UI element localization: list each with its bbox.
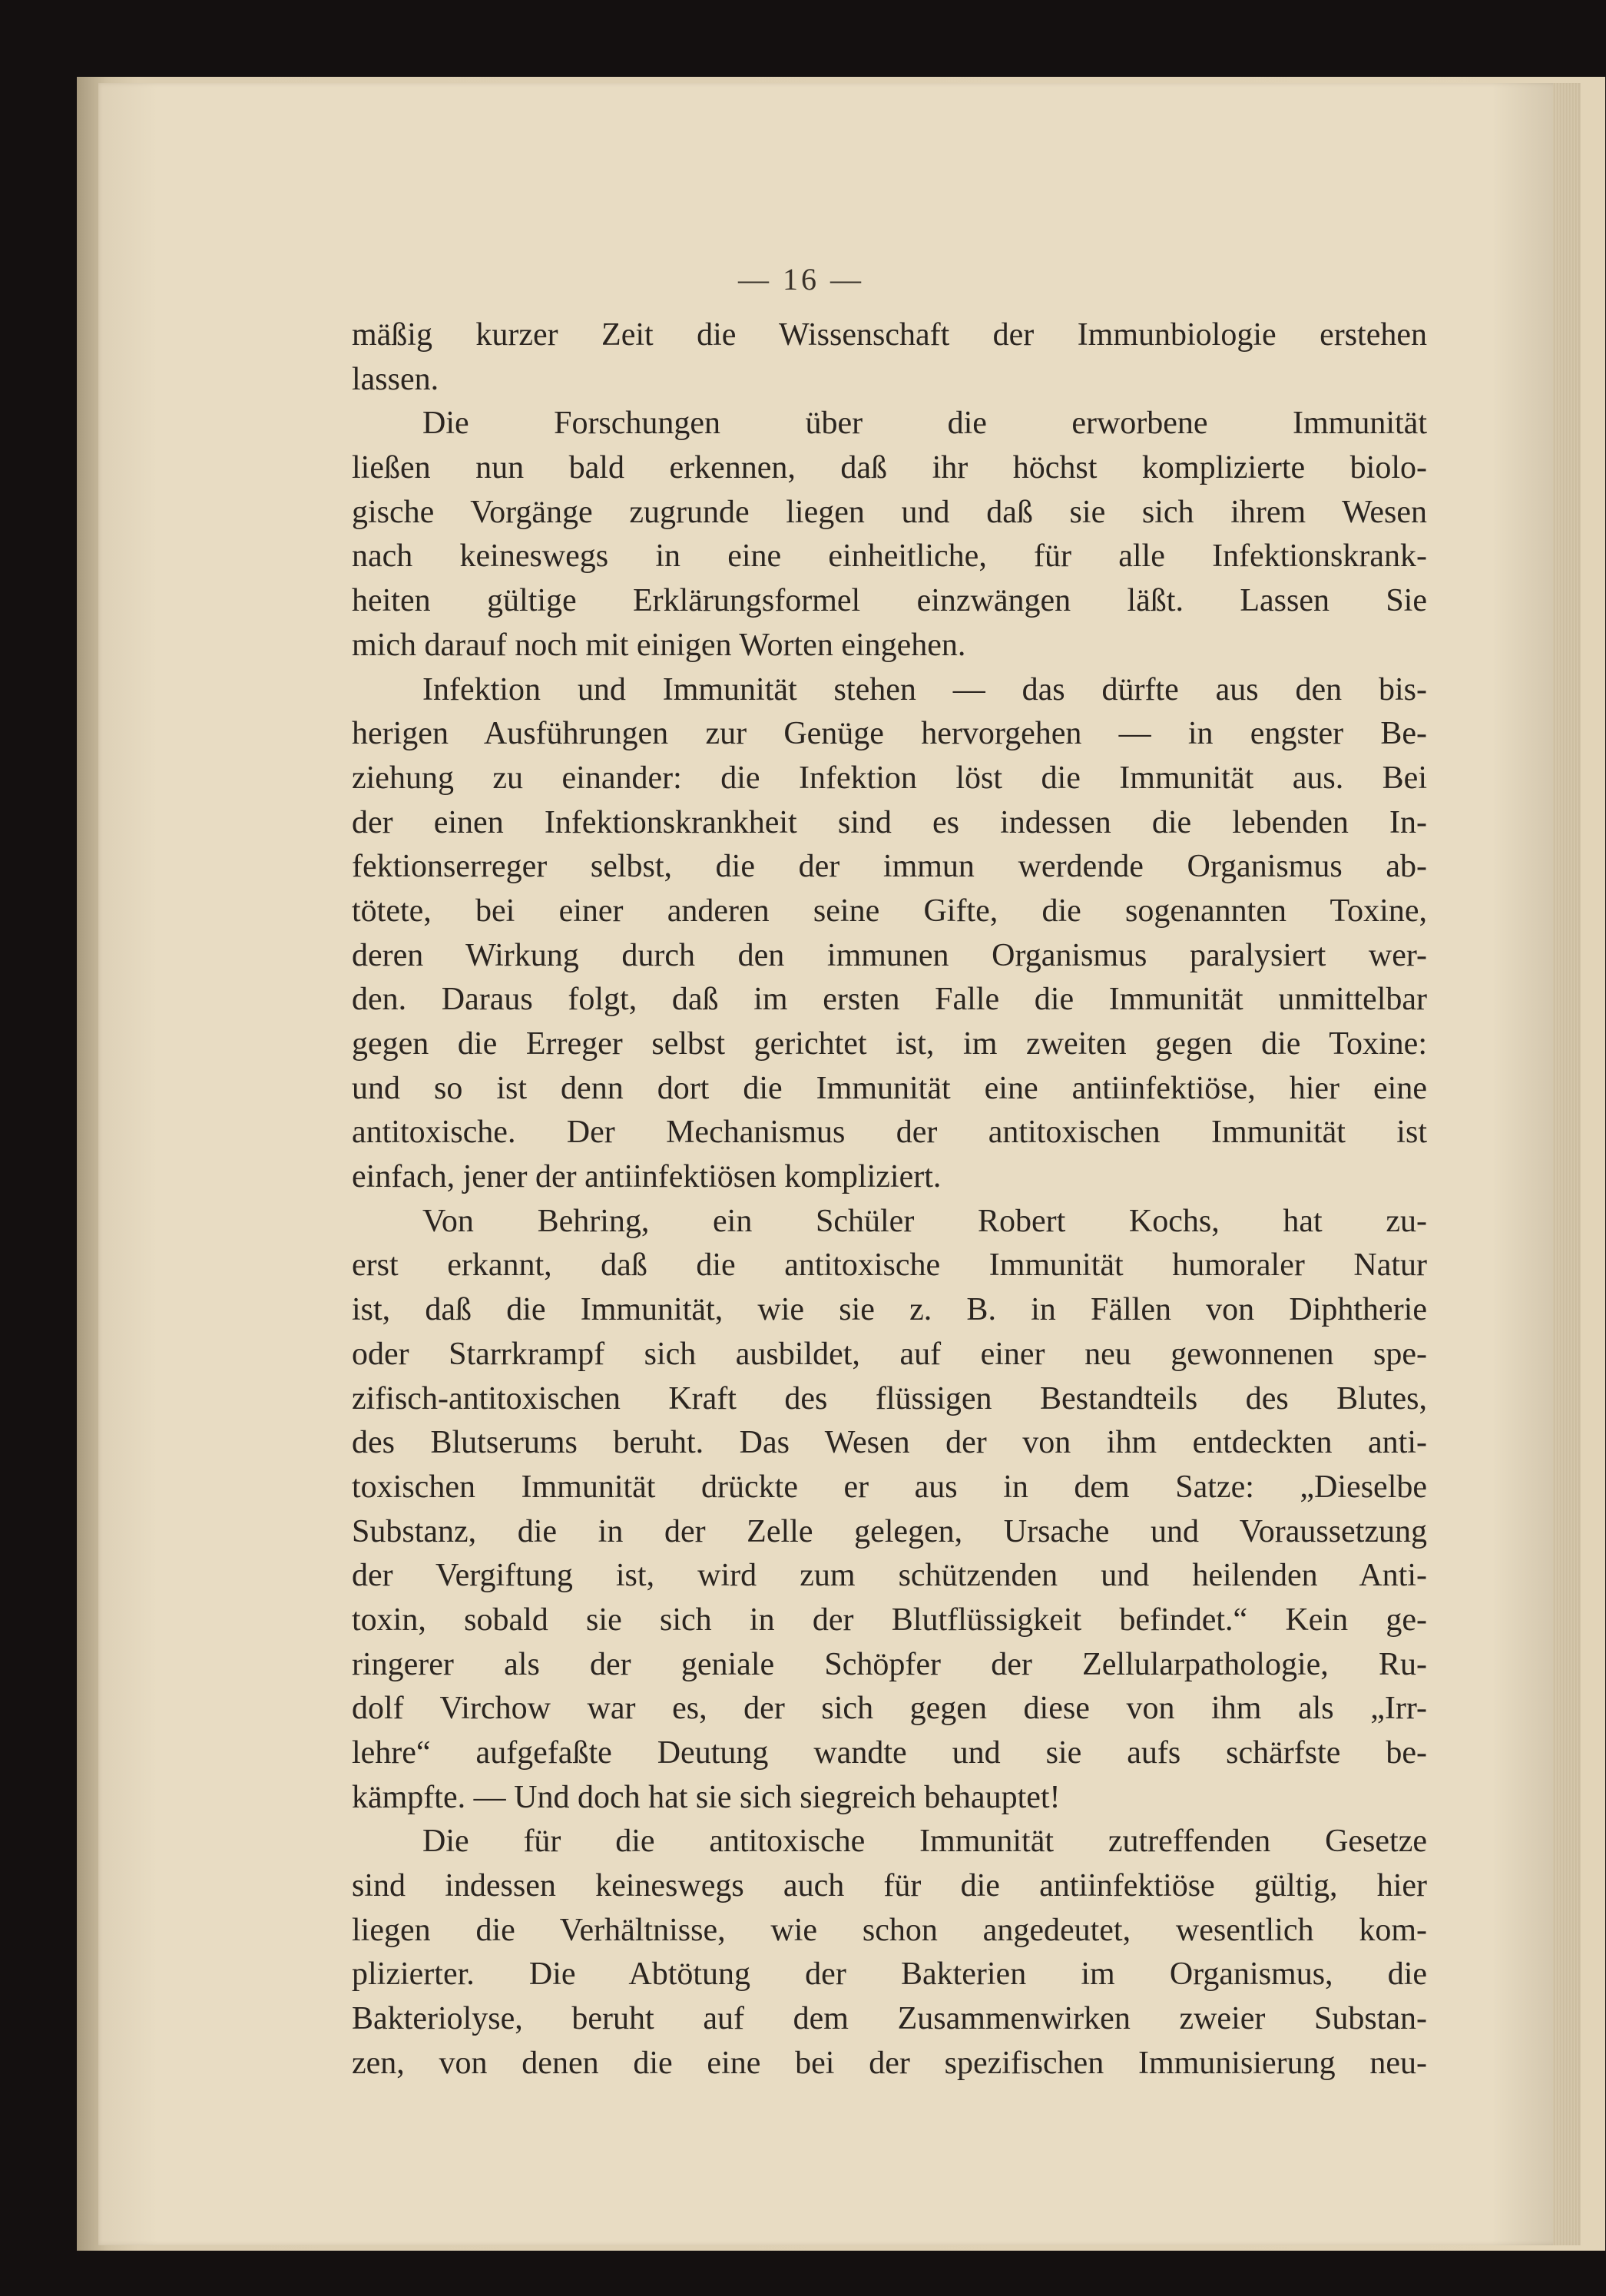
- text-line: toxin, sobald sie sich in der Blutflüssigkeit befindet.“ Kein ge-: [352, 1602, 1427, 1638]
- text-line: sind indessen keineswegs auch für die antiinfektiöse gültig, hier: [352, 1868, 1427, 1904]
- text-line: kämpfte. — Und doch hat sie sich siegreich behauptet!: [352, 1779, 1061, 1815]
- page-number: — 16 —: [738, 262, 864, 297]
- text-line: deren Wirkung durch den immunen Organismus paralysiert wer-: [352, 937, 1427, 973]
- document-page: [98, 83, 1581, 2245]
- text-line: Infektion und Immunität stehen — das dürfte aus den bis-: [422, 671, 1427, 707]
- text-line: ließen nun bald erkennen, daß ihr höchst komplizierte biolo-: [352, 450, 1427, 486]
- text-line: und so ist denn dort die Immunität eine antiinfektiöse, hier eine: [352, 1070, 1427, 1106]
- text-line: tötete, bei einer anderen seine Gifte, die sogenannten Toxine,: [352, 893, 1427, 929]
- text-line: zen, von denen die eine bei der spezifischen Immunisierung neu-: [352, 2045, 1427, 2081]
- text-line: Substanz, die in der Zelle gelegen, Ursache und Voraussetzung: [352, 1513, 1427, 1549]
- text-line: zifisch-antitoxischen Kraft des flüssigen Bestandteils des Blutes,: [352, 1380, 1427, 1416]
- text-line: liegen die Verhältnisse, wie schon angedeutet, wesentlich kom-: [352, 1912, 1427, 1948]
- text-line: fektionserreger selbst, die der immun werdende Organismus ab-: [352, 849, 1427, 885]
- text-line: mäßig kurzer Zeit die Wissenschaft der Immunbiologie erstehen: [352, 317, 1427, 353]
- text-line: dolf Virchow war es, der sich gegen diese von ihm als „Irr-: [352, 1691, 1427, 1727]
- text-line: nach keineswegs in eine einheitliche, für alle Infektionskrank-: [352, 538, 1427, 575]
- text-line: der Vergiftung ist, wird zum schützenden und heilenden Anti-: [352, 1558, 1427, 1594]
- text-line: toxischen Immunität drückte er aus in dem Satze: „Dieselbe: [352, 1469, 1427, 1505]
- text-line: des Blutserums beruht. Das Wesen der von ihm entdeckten anti-: [352, 1425, 1427, 1461]
- text-line: erst erkannt, daß die antitoxische Immunität humoraler Natur: [352, 1247, 1427, 1284]
- text-line: herigen Ausführungen zur Genüge hervorgehen — in engster Be-: [352, 716, 1427, 752]
- text-line: lassen.: [352, 361, 439, 397]
- text-line: heiten gültige Erklärungsformel einzwängen läßt. Lassen Sie: [352, 583, 1427, 619]
- body-text: [352, 313, 1427, 2086]
- text-line: oder Starrkrampf sich ausbildet, auf einer neu gewonnenen spe-: [352, 1336, 1427, 1372]
- text-line: Bakteriolyse, beruht auf dem Zusammenwirken zweier Substan-: [352, 2001, 1427, 2037]
- text-line: gegen die Erreger selbst gerichtet ist, im zweiten gegen die Toxine:: [352, 1026, 1427, 1062]
- text-line: einfach, jener der antiinfektiösen kompliziert.: [352, 1159, 942, 1195]
- text-line: den. Daraus folgt, daß im ersten Falle die Immunität unmittelbar: [352, 982, 1427, 1018]
- text-line: mich darauf noch mit einigen Worten eingehen.: [352, 627, 966, 663]
- text-line: Die für die antitoxische Immunität zutreffenden Gesetze: [422, 1824, 1427, 1860]
- page-edge-stack: [1553, 83, 1581, 2245]
- text-line: Die Forschungen über die erworbene Immunität: [422, 406, 1427, 442]
- text-line: plizierter. Die Abtötung der Bakterien im Organismus, die: [352, 1956, 1427, 1993]
- text-line: antitoxische. Der Mechanismus der antitoxischen Immunität ist: [352, 1115, 1427, 1151]
- text-line: Von Behring, ein Schüler Robert Kochs, hat zu-: [422, 1203, 1427, 1239]
- text-line: der einen Infektionskrankheit sind es indessen die lebenden In-: [352, 804, 1427, 840]
- text-line: ringerer als der geniale Schöpfer der Zellularpathologie, Ru-: [352, 1646, 1427, 1682]
- text-line: ziehung zu einander: die Infektion löst die Immunität aus. Bei: [352, 760, 1427, 796]
- text-line: gische Vorgänge zugrunde liegen und daß sie sich ihrem Wesen: [352, 494, 1427, 530]
- text-line: ist, daß die Immunität, wie sie z. B. in Fällen von Diphtherie: [352, 1292, 1427, 1328]
- text-line: lehre“ aufgefaßte Deutung wandte und sie aufs schärfste be-: [352, 1735, 1427, 1771]
